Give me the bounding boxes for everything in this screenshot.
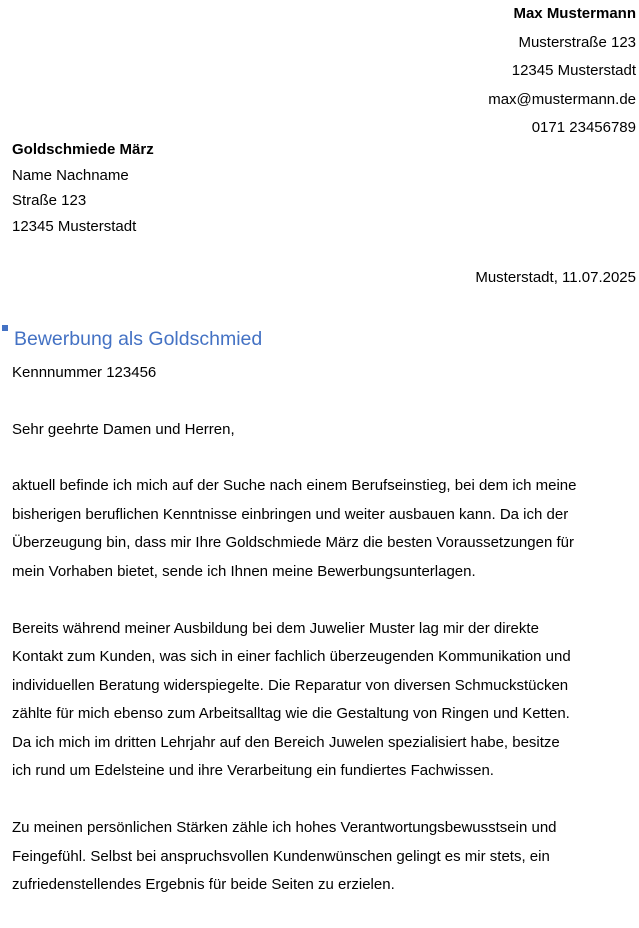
- recipient-city: 12345 Musterstadt: [12, 217, 137, 235]
- reference-number: Kennnummer 123456: [12, 364, 157, 381]
- paragraph-line: Bereits während meiner Ausbildung bei dem Juwelier Muster lag mir der direkte: [12, 619, 539, 637]
- paragraph-line: Feingefühl. Selbst bei anspruchsvollen Kundenwünschen gelingt es mir stets, ein: [12, 847, 550, 865]
- body-paragraph: [12, 615, 637, 786]
- recipient-company: Goldschmiede März: [12, 141, 154, 158]
- paragraph-line: individuellen Beratung widerspiegelte. Die Reparatur von diversen Schmuckstücken: [12, 676, 569, 694]
- paragraph-line: zählte für mich ebenso zum Arbeitsalltag wie die Gestaltung von Ringen und Ketten.: [12, 705, 570, 722]
- sender-address-block: [488, 0, 636, 143]
- paragraph-line: zufriedenstellendes Ergebnis für beide Seiten zu erzielen.: [12, 876, 395, 893]
- sender-email: max@mustermann.de: [488, 90, 636, 108]
- paragraph-line: aktuell befinde ich mich auf der Suche nach einem Berufseinstieg, bei dem ich meine: [12, 477, 577, 494]
- heading-marker: [2, 325, 8, 331]
- paragraph-line: ich rund um Edelsteine und ihre Verarbeitung ein fundiertes Fachwissen.: [12, 762, 494, 779]
- letter-body: [12, 472, 637, 928]
- recipient-street: Straße 123: [12, 192, 87, 209]
- sender-name: Max Mustermann: [513, 5, 636, 22]
- letter-date: Musterstadt, 11.07.2025: [475, 269, 636, 286]
- recipient-contact: Name Nachname: [12, 166, 129, 184]
- recipient-address-block: [12, 137, 154, 239]
- body-paragraph: [12, 814, 637, 900]
- paragraph-line: Da ich mich im dritten Lehrjahr auf den Bereich Juwelen spezialisiert habe, besitze: [12, 733, 560, 751]
- sender-city: 12345 Musterstadt: [511, 62, 636, 79]
- paragraph-line: Kontakt zum Kunden, was sich in einer fachlich überzeugenden Kommunikation und: [12, 648, 571, 665]
- paragraph-line: mein Vorhaben bietet, sende ich Ihnen meine Bewerbungsunterlagen.: [12, 562, 476, 580]
- paragraph-line: Zu meinen persönlichen Stärken zähle ich hohes Verantwortungsbewusstsein und: [12, 819, 557, 836]
- subject-heading: Bewerbung als Goldschmied: [14, 328, 263, 350]
- salutation: Sehr geehrte Damen und Herren,: [12, 421, 235, 438]
- body-paragraph: [12, 472, 637, 586]
- paragraph-line: Überzeugung bin, dass mir Ihre Goldschmiede März die besten Voraussetzungen für: [12, 534, 574, 551]
- paragraph-line: bisherigen beruflichen Kenntnisse einbringen und weiter ausbauen kann. Da ich der: [12, 505, 569, 523]
- sender-street: Musterstraße 123: [518, 33, 636, 51]
- sender-phone: 0171 23456789: [531, 119, 636, 136]
